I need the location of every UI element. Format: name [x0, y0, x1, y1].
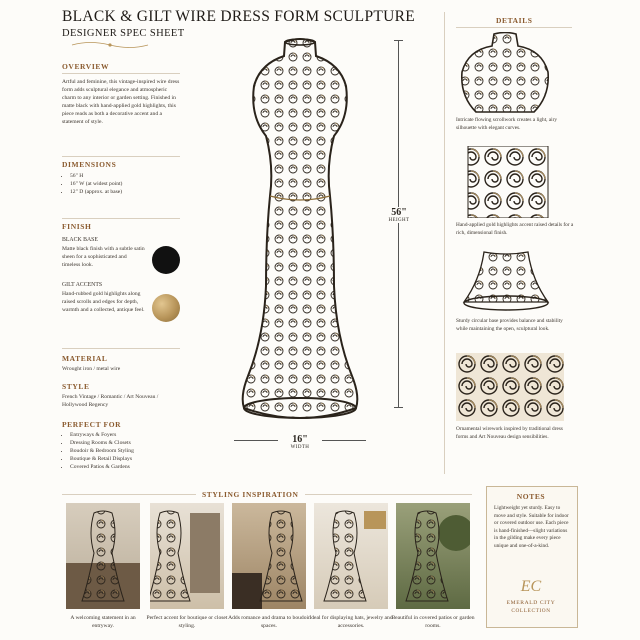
detail-caption: Sturdy circular base provides balance and stability while maintaining the open, sculptural look.	[456, 318, 563, 332]
black-base-title: BLACK BASE	[62, 237, 98, 243]
black-base-text: Matte black finish with a subtle satin sheen for a sophisticated and timeless look.	[62, 246, 145, 268]
gold-finish-swatch	[152, 294, 180, 322]
column-divider	[444, 12, 445, 474]
use-item: • Boudoir & Bedroom Styling	[70, 447, 180, 455]
divider	[62, 73, 180, 74]
height-value: 56"	[391, 207, 407, 218]
overview-text: Artful and feminine, this vintage-inspired wire dress form adds sculptural elegance and atmospheric charm to any interior or garden setting. Finished in matte black with hand-applied gold highlights, this piece reads as both a decorative accent and a statement of style.	[62, 79, 180, 125]
width-value: 16"	[292, 434, 308, 445]
finish-heading: FINISH	[62, 222, 92, 231]
inspiration-caption: A welcoming statement in an entryway.	[70, 615, 136, 629]
inspiration-caption: Adds romance and drama to boudoir spaces.	[228, 615, 310, 629]
gilt-accents-text: Hand-rubbed gold highlights along raised scrolls and edges for depth, warmth and a collected, antique feel.	[62, 291, 145, 313]
use-item: • Boutique & Retail Displays	[70, 455, 180, 463]
style-text: French Vintage / Romantic / Art Nouveau / Hollywood Regency	[62, 394, 159, 408]
brand-monogram: EC	[520, 578, 542, 595]
height-label	[384, 207, 414, 223]
dimensions-section	[62, 156, 180, 196]
detail-caption: Intricate flowing scrollwork creates a light, airy silhouette with elegant curves.	[456, 117, 558, 131]
inspiration-photo-garden	[396, 503, 470, 609]
dimensions-heading: DIMENSIONS	[62, 160, 117, 169]
material-heading: MATERIAL	[62, 354, 108, 363]
notes-heading: NOTES	[516, 492, 546, 501]
flourish-ornament	[70, 40, 150, 50]
use-item: • Entryways & Foyers	[70, 431, 180, 439]
detail-caption: Ornamental wirework inspired by traditional dress forms and Art Nouveau design sensibilities.	[456, 426, 563, 440]
dimension-depth: • 12" D (approx. at base)	[70, 188, 180, 196]
dress-form-illustration	[230, 36, 370, 432]
divider	[456, 27, 572, 28]
inspiration-photo-boudoir	[232, 503, 306, 609]
detail-caption: Hand-applied gold highlights accent raised details for a rich, dimensional finish.	[456, 222, 574, 236]
notes-text: Lightweight yet sturdy. Easy to move and style. Suitable for indoor or covered outdoor use. Each piece is hand-finished—slight variations in the gilding make every piece unique and one-of-a-kind.	[494, 505, 569, 549]
inspiration-heading: STYLING INSPIRATION	[196, 490, 305, 499]
dimension-width: • 16" W (at widest point)	[70, 180, 180, 188]
use-item: • Dressing Rooms & Closets	[70, 439, 180, 447]
gilt-accents-title: GILT ACCENTS	[62, 282, 103, 288]
use-item: • Covered Patios & Gardens	[70, 463, 180, 471]
divider	[62, 218, 180, 219]
detail-image-bodice	[458, 32, 552, 114]
dimension-tick	[394, 407, 403, 408]
detail-image-wirework	[456, 353, 564, 421]
black-finish-swatch	[152, 246, 180, 274]
inspiration-photo-entryway	[66, 503, 140, 609]
height-caption: HEIGHT	[388, 218, 410, 223]
detail-image-waist	[460, 146, 556, 218]
inspiration-caption: Perfect accent for boutique or closet styling.	[146, 615, 228, 629]
page-title: BLACK & GILT WIRE DRESS FORM SCULPTURE	[62, 8, 416, 25]
dimension-height: • 56" H	[70, 172, 180, 180]
brand-name-line2: COLLECTION	[511, 608, 551, 614]
overview-section	[62, 62, 180, 126]
width-caption: WIDTH	[290, 445, 310, 450]
page-subtitle: DESIGNER SPEC SHEET	[62, 28, 185, 39]
height-dimension-line	[398, 40, 399, 408]
brand-name-line1: EMERALD CITY	[506, 600, 556, 606]
inspiration-photo-boutique	[150, 503, 224, 609]
style-section	[62, 382, 180, 409]
material-text: Wrought iron / metal wire	[62, 366, 121, 372]
dimension-tick	[394, 40, 403, 41]
material-section	[62, 348, 180, 373]
style-heading: STYLE	[62, 382, 90, 391]
inspiration-caption: Beautiful in covered patios or garden rooms.	[391, 615, 475, 629]
divider	[62, 348, 180, 349]
width-label	[278, 434, 322, 450]
divider	[62, 156, 180, 157]
perfect-for-section	[62, 420, 180, 471]
inspiration-caption: Ideal for displaying hats, jewelry and accessories.	[309, 615, 393, 629]
perfect-for-heading: PERFECT FOR	[62, 420, 122, 429]
inspiration-photo-accessories	[314, 503, 388, 609]
details-heading: DETAILS	[496, 16, 533, 25]
overview-heading: OVERVIEW	[62, 62, 110, 71]
detail-image-base	[458, 250, 554, 312]
